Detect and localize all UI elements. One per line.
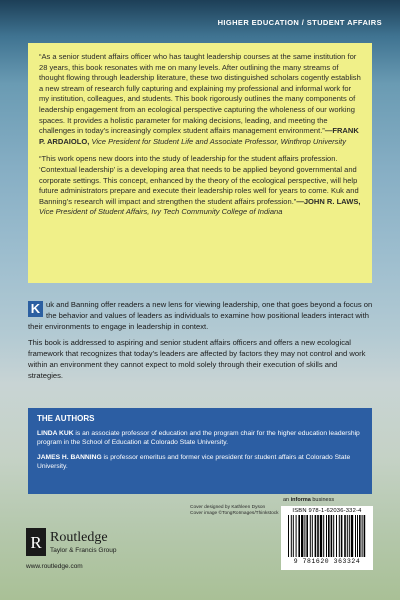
cover-image-credit: Cover image ©TongRoImages/Thinkstock	[190, 511, 279, 517]
drop-cap: K	[28, 301, 43, 317]
authors-heading: THE AUTHORS	[37, 414, 95, 423]
description-text: uk and Banning offer readers a new lens for viewing leadership, one that goes beyond a focus on the behavior and values of leaders as individuals to examine how positional leaders interact with their environments to engage in leadership in context.	[28, 300, 373, 331]
quote-author-role: Vice President for Student Life and Associate Professor, Winthrop University	[91, 136, 346, 146]
quote-author: —FRANK P. ARDAIOLO,	[39, 126, 359, 146]
informa-tagline	[283, 497, 334, 503]
author-name: JAMES H. BANNING	[37, 453, 102, 461]
author-bio-text: is professor emeritus and former vice president for student affairs at Colorado State University.	[37, 453, 351, 470]
quote-text: “As a senior student affairs officer who has taught leadership courses at the same institution for 28 years, this book resonates with me on many levels. After outlining the many streams of thought flowing through leadership literature, these two distinguished scholars cogently establish a new stream of research fully capturing and explaining my professional and informal work for my institution, colleagues, and students. This book rigorously outlines the many components of leadership engagement from an ecological perspective capturing the wholeness of our working spaces. It provides a holistic parameter for making decisions, leading, and meeting the challenges in today’s increasingly complex student affairs management environment.”	[39, 52, 361, 136]
book-description	[28, 300, 373, 388]
endorsements-box	[28, 43, 372, 283]
authors-box	[28, 408, 372, 494]
routledge-logo-icon	[26, 528, 46, 556]
author-bio-text: is an associate professor of education and the program chair for the higher education leadership program in the School of Education at Colorado State University.	[37, 430, 360, 447]
isbn-text: ISBN 978-1-62036-332-4	[292, 508, 362, 514]
publisher-website: www.routledge.com	[26, 563, 83, 570]
barcode-number: 9 781620 363324	[293, 558, 361, 565]
publisher-logo	[26, 528, 156, 558]
svg-text:R: R	[30, 533, 42, 552]
publisher-group: Taylor & Francis Group	[50, 547, 117, 554]
author-bio	[37, 429, 363, 447]
cover-design-credit: Cover designed by Kathleen Dyson	[190, 505, 266, 510]
description-paragraph	[28, 300, 373, 332]
quote-text: “This work opens new doors into the study of leadership for the student affairs profession. ‘Contextual leadership’ is a developing area that needs to be applied beyond governmental and corporate settings. This concept, enhanced by the theory of the ecological perspective, will help future administrators prepare and execute their leadership roles well for years to come. Kuk and Banning’s research will impact and strengthen the student affairs profession.”	[39, 154, 359, 206]
informa-suffix: business	[310, 497, 335, 503]
author-bio	[37, 453, 363, 471]
description-paragraph: This book is addressed to aspiring and senior student affairs officers and offers a new ecological framework that recognizes that today’s leaders are affected by factors they may not control and work within an environment they cannot expect to mold solely through their execution of skills and strategies.	[28, 338, 366, 380]
author-name: LINDA KUK	[37, 430, 74, 438]
barcode-icon	[286, 515, 368, 557]
quote-author-role: Vice President of Student Affairs, Ivy Tech Community College of Indiana	[39, 207, 283, 217]
category-label: HIGHER EDUCATION / STUDENT AFFAIRS	[217, 18, 382, 27]
endorsement-quote	[39, 52, 363, 147]
quote-author: —JOHN R. LAWS,	[296, 196, 361, 206]
barcode-box	[281, 506, 373, 570]
publisher-name: Routledge	[50, 530, 108, 545]
cover-credits	[190, 505, 279, 518]
endorsement-quote	[39, 154, 363, 218]
informa-prefix: an	[283, 497, 291, 503]
informa-brand: informa	[290, 497, 311, 503]
